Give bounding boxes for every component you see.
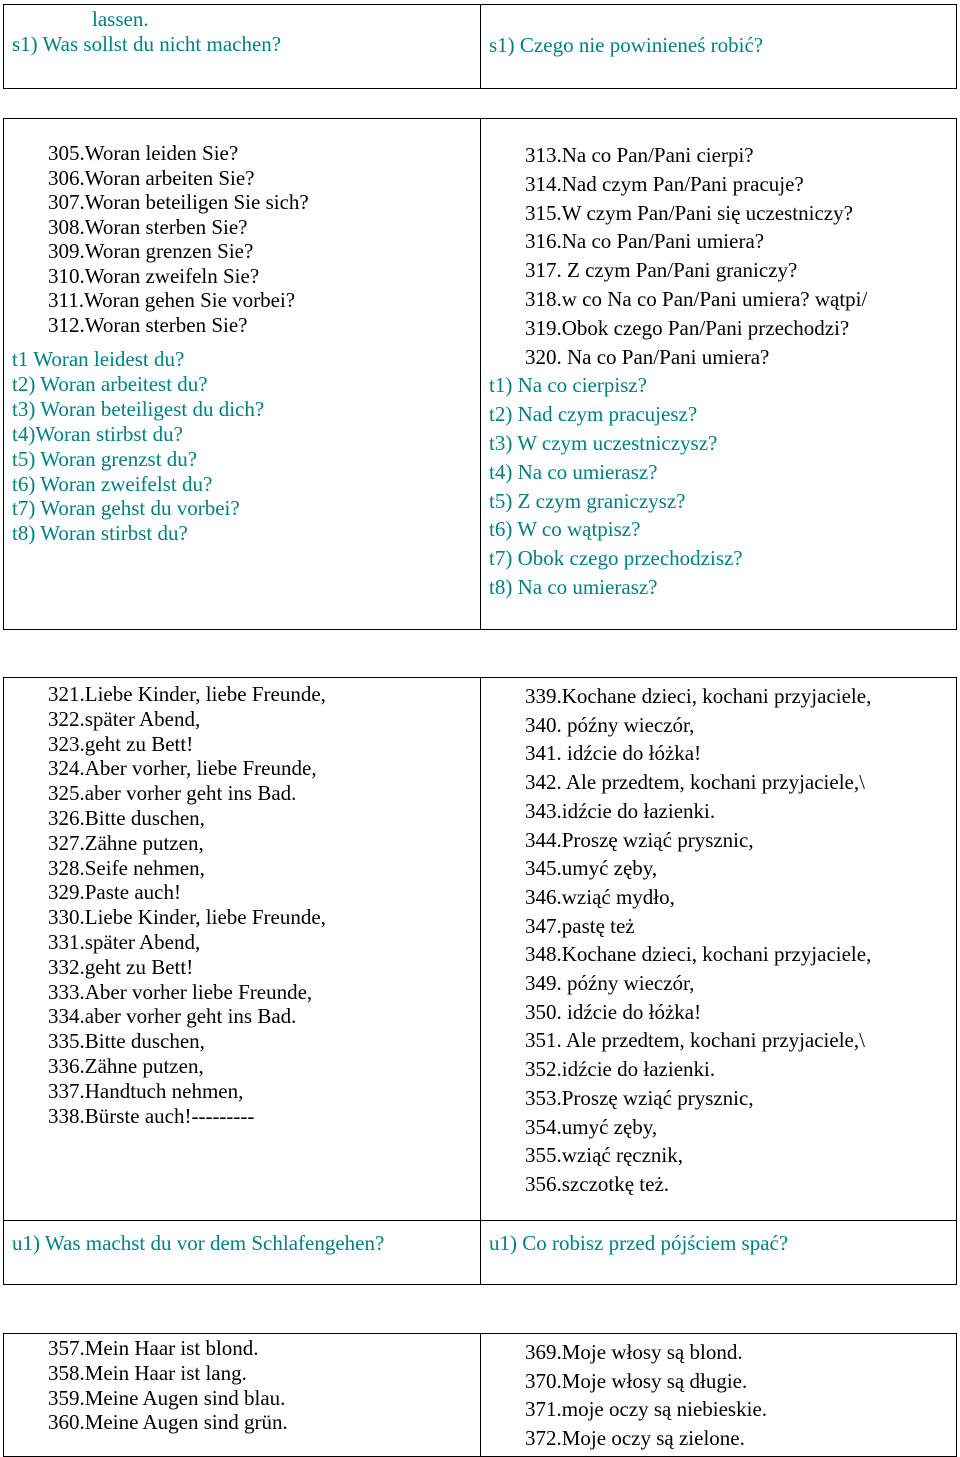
list-item: [525, 343, 867, 372]
list-item: [48, 955, 326, 980]
list-item: [48, 980, 326, 1005]
text-line: t3) W czym uczestniczysz?: [489, 430, 718, 455]
item-number: 308.: [48, 214, 85, 239]
item-text: aber vorher geht ins Bad.: [84, 1004, 297, 1029]
item-number: 318.: [525, 286, 562, 311]
list-item: [525, 768, 871, 797]
item-text: Proszę wziąć prysznic,: [561, 827, 754, 852]
item-number: 345.: [525, 856, 562, 881]
item-text: geht zu Bett!: [84, 731, 194, 756]
list-item: [48, 856, 326, 881]
text-line: t1 Woran leidest du?: [12, 347, 185, 371]
list-item: [48, 1410, 288, 1435]
numbered-list: [12, 1336, 288, 1435]
item-text: aber vorher geht ins Bad.: [84, 781, 297, 806]
list-item: [48, 141, 309, 166]
list-item: [525, 739, 871, 768]
list-item: [525, 1084, 871, 1113]
item-number: 332.: [48, 954, 85, 979]
column-divider: [480, 119, 481, 629]
item-text: Liebe Kinder, liebe Freunde,: [84, 682, 326, 706]
item-number: 313.: [525, 143, 562, 167]
table-3-left-question: [12, 1231, 384, 1256]
item-text: Obok czego Pan/Pani przechodzi?: [561, 315, 850, 340]
list-item: [525, 285, 867, 314]
list-item: [525, 141, 867, 170]
text-line: t4)Woran stirbst du?: [12, 421, 183, 446]
item-text: geht zu Bett!: [84, 954, 194, 979]
question-list: [12, 347, 309, 546]
list-item: [48, 831, 326, 856]
list-item: [48, 905, 326, 930]
list-item: [525, 826, 871, 855]
list-item: [525, 1395, 767, 1424]
list-item: [525, 199, 867, 228]
numbered-list: [489, 1338, 767, 1453]
list-item: [48, 1029, 326, 1054]
list-item: [525, 1170, 871, 1199]
item-number: 355.: [525, 1143, 562, 1168]
text-line: t6) W co wątpisz?: [489, 517, 641, 542]
item-text: Aber vorher liebe Freunde,: [84, 979, 313, 1004]
list-item: [48, 1104, 326, 1129]
item-number: 336.: [48, 1053, 85, 1078]
item-number: 359.: [48, 1385, 85, 1410]
list-item: [48, 1004, 326, 1029]
item-text: Seife nehmen,: [84, 855, 205, 880]
text-line: t5) Woran grenzst du?: [12, 446, 198, 471]
item-number: 310.: [48, 263, 85, 288]
item-text: Woran gehen Sie vorbei?: [83, 288, 296, 312]
list-item: [48, 190, 309, 215]
numbered-list: [489, 682, 871, 1199]
item-number: 369.: [525, 1340, 562, 1364]
item-number: 321.: [48, 682, 85, 706]
list-item: [525, 1055, 871, 1084]
item-text: Meine Augen sind grün.: [84, 1410, 288, 1435]
list-item: [525, 1338, 767, 1367]
item-number: 351.: [525, 1028, 562, 1053]
list-item: [48, 215, 309, 240]
item-text: pastę też: [561, 913, 635, 938]
text-line: t4) Na co umierasz?: [489, 459, 658, 484]
column-divider: [480, 5, 481, 88]
item-number: 357.: [48, 1336, 85, 1360]
list-item: [48, 756, 326, 781]
list-item: [525, 940, 871, 969]
item-number: 344.: [525, 827, 562, 852]
item-text: Kochane dzieci, kochani przyjaciele,: [561, 684, 872, 708]
numbered-list: [489, 141, 867, 371]
text-line: t8) Woran stirbst du?: [12, 521, 188, 546]
numbered-list: [12, 682, 326, 1128]
item-number: 307.: [48, 190, 85, 214]
item-text: später Abend,: [84, 929, 201, 954]
text-line: lassen.: [92, 7, 149, 31]
item-text: Zähne putzen,: [84, 1053, 204, 1078]
item-text: późny wieczór,: [561, 971, 695, 996]
list-item: [48, 1079, 326, 1104]
text-line: t6) Woran zweifelst du?: [12, 471, 213, 496]
item-number: 325.: [48, 781, 85, 806]
list-item: [48, 1361, 288, 1386]
item-text: Zähne putzen,: [84, 830, 204, 855]
item-text: Mein Haar ist lang.: [84, 1360, 247, 1385]
list-item: [48, 239, 309, 264]
item-text: Ale przedtem, kochani przyjaciele,\: [561, 770, 865, 795]
text-line: t3) Woran beteiligest du dich?: [12, 396, 265, 421]
item-number: 342.: [525, 770, 562, 795]
item-number: 339.: [525, 684, 562, 708]
item-number: 360.: [48, 1410, 85, 1435]
item-text: Moje włosy są blond.: [561, 1340, 743, 1364]
item-text: Paste auch!: [84, 880, 181, 905]
item-text: idźcie do łóżka!: [561, 999, 702, 1024]
list-item: [48, 313, 309, 338]
list-item: [48, 880, 326, 905]
item-number: 334.: [48, 1004, 85, 1029]
item-number: 337.: [48, 1078, 85, 1103]
item-number: 322.: [48, 706, 85, 731]
item-number: 323.: [48, 731, 85, 756]
item-number: 333.: [48, 979, 85, 1004]
item-number: 317.: [525, 258, 562, 283]
item-text: wziąć ręcznik,: [561, 1143, 684, 1168]
item-number: 356.: [525, 1171, 562, 1196]
item-number: 354.: [525, 1114, 562, 1139]
item-text: Z czym Pan/Pani graniczy?: [561, 258, 798, 283]
list-item: [48, 781, 326, 806]
item-text: Moje włosy są długie.: [561, 1368, 748, 1393]
item-number: 330.: [48, 905, 85, 930]
list-item: [48, 1336, 288, 1361]
list-item: [48, 682, 326, 707]
item-number: 315.: [525, 200, 562, 225]
table-3-right-question: [489, 1231, 788, 1256]
text-line: t1) Na co cierpisz?: [489, 373, 648, 398]
item-text: Na co Pan/Pani umiera?: [561, 229, 765, 254]
item-number: 312.: [48, 312, 85, 337]
list-item: [48, 166, 309, 191]
table-4-right-cell: [489, 1338, 767, 1453]
item-number: 335.: [48, 1029, 85, 1054]
item-number: 352.: [525, 1057, 562, 1082]
column-divider: [480, 678, 481, 1284]
item-text: Woran grenzen Sie?: [84, 239, 254, 263]
text-line: s1) Czego nie powinieneś robić?: [489, 33, 764, 57]
item-text: wziąć mydło,: [561, 884, 675, 909]
item-number: 305.: [48, 141, 85, 165]
list-item: [525, 1424, 767, 1453]
item-text: Na co Pan/Pani umiera?: [561, 344, 770, 369]
list-item: [48, 288, 309, 313]
item-text: Woran arbeiten Sie?: [84, 165, 255, 190]
item-number: 347.: [525, 913, 562, 938]
item-number: 314.: [525, 171, 562, 196]
item-text: Kochane dzieci, kochani przyjaciele,: [561, 942, 872, 967]
list-item: [525, 170, 867, 199]
list-item: [525, 682, 871, 711]
list-item: [48, 1386, 288, 1411]
item-text: umyć zęby,: [561, 856, 658, 881]
row-divider: [4, 1220, 956, 1221]
list-item: [525, 912, 871, 941]
table-2-right-cell: [489, 141, 867, 602]
item-number: 306.: [48, 165, 85, 190]
list-item: [525, 998, 871, 1027]
item-number: 319.: [525, 315, 562, 340]
item-text: Bitte duschen,: [84, 805, 205, 830]
text-line: t7) Woran gehst du vorbei?: [12, 496, 240, 521]
item-text: idźcie do łóżka!: [561, 741, 702, 766]
item-number: 372.: [525, 1426, 562, 1451]
question-list: [489, 371, 867, 601]
item-text: Aber vorher, liebe Freunde,: [84, 756, 317, 781]
item-text: idźcie do łazienki.: [561, 1057, 716, 1082]
item-number: 341.: [525, 741, 562, 766]
item-text: Woran leiden Sie?: [84, 141, 239, 165]
numbered-list: [12, 141, 309, 337]
item-text: Woran sterben Sie?: [84, 312, 248, 337]
item-text: szczotkę też.: [561, 1171, 670, 1196]
item-number: 346.: [525, 884, 562, 909]
list-item: [525, 797, 871, 826]
item-text: Bitte duschen,: [84, 1029, 205, 1054]
list-item: [525, 227, 867, 256]
item-number: 327.: [48, 830, 85, 855]
list-item: [48, 264, 309, 289]
list-item: [48, 732, 326, 757]
list-item: [525, 1113, 871, 1142]
item-text: Bürste auch!---------: [84, 1103, 255, 1128]
item-number: 328.: [48, 855, 85, 880]
item-text: moje oczy są niebieskie.: [561, 1397, 768, 1422]
item-text: umyć zęby,: [561, 1114, 658, 1139]
item-number: 350.: [525, 999, 562, 1024]
list-item: [525, 854, 871, 883]
text-line: t8) Na co umierasz?: [489, 574, 658, 599]
table-2: [3, 118, 957, 630]
item-number: 320.: [525, 344, 562, 369]
text-line: t5) Z czym graniczysz?: [489, 488, 686, 513]
item-number: 370.: [525, 1368, 562, 1393]
table-3-right-cell: [489, 682, 871, 1199]
item-number: 316.: [525, 229, 562, 254]
item-text: Handtuch nehmen,: [84, 1078, 244, 1103]
list-item: [48, 806, 326, 831]
item-number: 329.: [48, 880, 85, 905]
item-text: Moje oczy są zielone.: [561, 1426, 745, 1451]
item-text: Mein Haar ist blond.: [84, 1336, 259, 1360]
item-text: später Abend,: [84, 706, 201, 731]
item-text: W czym Pan/Pani się uczestniczy?: [561, 200, 853, 225]
list-item: [525, 314, 867, 343]
item-number: 326.: [48, 805, 85, 830]
column-divider: [480, 1334, 481, 1456]
item-number: 358.: [48, 1360, 85, 1385]
list-item: [525, 711, 871, 740]
item-number: 338.: [48, 1103, 85, 1128]
item-number: 311.: [48, 288, 84, 312]
item-text: Meine Augen sind blau.: [84, 1385, 286, 1410]
item-number: 324.: [48, 756, 85, 781]
item-number: 371.: [525, 1397, 562, 1422]
item-text: w co Na co Pan/Pani umiera? wątpi/: [561, 286, 868, 311]
text-line: s1) Was sollst du nicht machen?: [12, 31, 282, 56]
item-text: Ale przedtem, kochani przyjaciele,\: [561, 1028, 865, 1053]
table-1-left-cell: [12, 7, 281, 56]
list-item: [525, 1026, 871, 1055]
item-number: 331.: [48, 929, 85, 954]
item-number: 349.: [525, 971, 562, 996]
list-item: [525, 1141, 871, 1170]
item-text: Na co Pan/Pani cierpi?: [561, 143, 754, 167]
item-text: Woran zweifeln Sie?: [84, 263, 260, 288]
item-number: 340.: [525, 712, 562, 737]
list-item: [525, 1367, 767, 1396]
item-text: późny wieczór,: [561, 712, 695, 737]
item-text: Nad czym Pan/Pani pracuje?: [561, 171, 804, 196]
list-item: [48, 1054, 326, 1079]
table-3-left-cell: [12, 682, 326, 1128]
item-text: Woran beteiligen Sie sich?: [84, 190, 309, 214]
item-number: 343.: [525, 798, 562, 823]
item-text: idźcie do łazienki.: [561, 798, 716, 823]
list-item: [525, 256, 867, 285]
item-number: 348.: [525, 942, 562, 967]
text-line: u1) Was machst du vor dem Schlafengehen?: [12, 1231, 385, 1255]
text-line: t2) Nad czym pracujesz?: [489, 402, 698, 427]
table-1-right-cell: [489, 33, 763, 58]
item-text: Woran sterben Sie?: [84, 214, 248, 239]
table-3: [3, 677, 957, 1285]
item-text: Proszę wziąć prysznic,: [561, 1085, 754, 1110]
table-4-left-cell: [12, 1336, 288, 1435]
list-item: [48, 930, 326, 955]
table-2-left-cell: [12, 141, 309, 546]
table-1: [3, 4, 957, 89]
table-4: [3, 1333, 957, 1457]
item-number: 309.: [48, 239, 85, 263]
item-number: 353.: [525, 1085, 562, 1110]
list-item: [525, 969, 871, 998]
text-line: t2) Woran arbeitest du?: [12, 371, 208, 396]
item-text: Liebe Kinder, liebe Freunde,: [84, 905, 326, 930]
list-item: [525, 883, 871, 912]
list-item: [48, 707, 326, 732]
text-line: t7) Obok czego przechodzisz?: [489, 546, 743, 571]
text-line: u1) Co robisz przed pójściem spać?: [489, 1231, 789, 1255]
